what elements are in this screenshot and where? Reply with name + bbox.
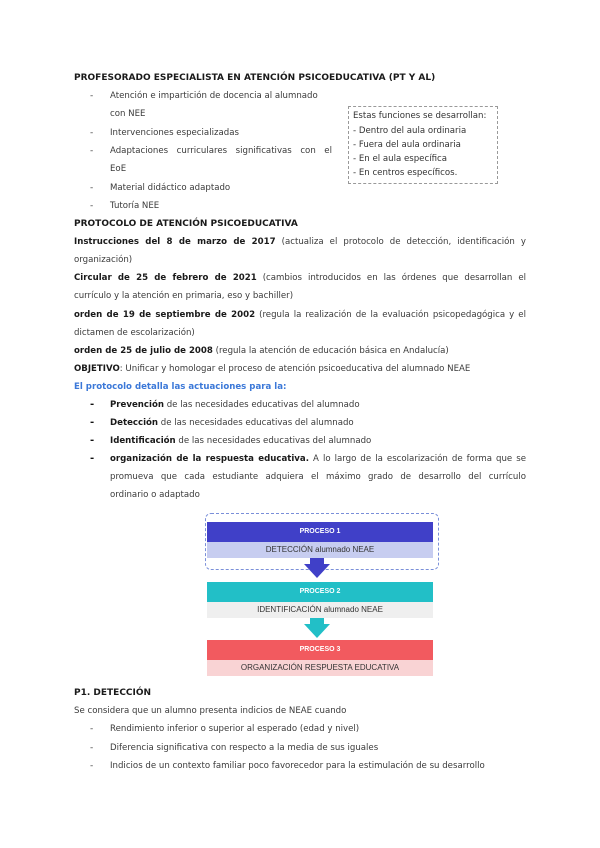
process-3-header: PROCESO 3 — [207, 640, 433, 660]
list-item: Intervenciones especializadas — [110, 128, 239, 138]
action-item: Detección de las necesidades educativas del alumnado — [110, 418, 354, 428]
process-3-label: ORGANIZACIÓN RESPUESTA EDUCATIVA — [207, 660, 433, 676]
protocol-intro: El protocolo detalla las actuaciones para la: — [74, 382, 287, 392]
bullet-dash: - — [90, 399, 95, 410]
bullet-dash: - — [90, 417, 95, 428]
process-1-label: DETECCIÓN alumnado NEAE — [207, 542, 433, 558]
action-item-cont: ordinario o adaptado — [110, 490, 200, 500]
law-line: Instrucciones del 8 de marzo de 2017 (actualiza el protocolo de detección, identificación y — [74, 237, 526, 247]
functions-box — [348, 106, 498, 184]
bullet-dash: - — [90, 146, 94, 156]
law-line-cont: organización) — [74, 255, 133, 265]
list-item: Adaptaciones curriculares significativas con el — [110, 146, 332, 156]
bullet-dash: - — [90, 724, 94, 734]
law-line-cont: currículo y la atención en primaria, eso y bachiller) — [74, 291, 294, 301]
arrow-down-icon — [304, 564, 330, 578]
list-item-cont: EoE — [110, 164, 127, 174]
section-title-deteccion: P1. DETECCIÓN — [74, 688, 152, 698]
list-item: Atención e impartición de docencia al alumnado — [110, 91, 318, 101]
bullet-dash: - — [90, 183, 94, 193]
bullet-dash: - — [90, 743, 94, 753]
process-2-label: IDENTIFICACIÓN alumnado NEAE — [207, 602, 433, 618]
list-item: Diferencia significativa con respecto a la media de sus iguales — [110, 743, 379, 753]
action-item: Identificación de las necesidades educativas del alumnado — [110, 436, 372, 446]
law-line-cont: dictamen de escolarización) — [74, 328, 195, 338]
law-line: Circular de 25 de febrero de 2021 (cambios introducidos en las órdenes que desarrollan el — [74, 273, 526, 283]
list-item: Rendimiento inferior o superior al esperado (edad y nivel) — [110, 724, 360, 734]
list-item: Tutoría NEE — [110, 201, 160, 211]
action-item-cont: promueva que cada estudiante adquiera el máximo grado de desarrollo del currículo — [110, 472, 526, 482]
bullet-dash: - — [90, 91, 94, 101]
functions-box-item: - Dentro del aula ordinaria — [353, 126, 467, 136]
functions-box-item: - En centros específicos. — [353, 168, 458, 178]
bullet-dash: - — [90, 201, 94, 211]
arrow-down-icon — [304, 624, 330, 638]
functions-box-title: Estas funciones se desarrollan: — [353, 111, 487, 121]
law-line: orden de 25 de julio de 2008 (regula la atención de educación básica en Andalucía) — [74, 346, 449, 356]
bullet-dash: - — [90, 453, 95, 464]
law-line: orden de 19 de septiembre de 2002 (regula la realización de la evaluación psicopedagógica y el — [74, 310, 526, 320]
bullet-dash: - — [90, 761, 94, 771]
section-title-protocolo: PROTOCOLO DE ATENCIÓN PSICOEDUCATIVA — [74, 219, 298, 229]
process-2-header: PROCESO 2 — [207, 582, 433, 602]
section-title-profesorado: PROFESORADO ESPECIALISTA EN ATENCIÓN PSICOEDUCATIVA (PT Y AL) — [74, 73, 436, 83]
section-intro: Se considera que un alumno presenta indicios de NEAE cuando — [74, 706, 347, 716]
objective-line: OBJETIVO: Unificar y homologar el proceso de atención psicoeducativa del alumnado NEAE — [74, 364, 471, 374]
bullet-dash: - — [90, 435, 95, 446]
list-item-cont: con NEE — [110, 109, 146, 119]
bullet-dash: - — [90, 128, 94, 138]
process-1-header: PROCESO 1 — [207, 522, 433, 542]
list-item: Indicios de un contexto familiar poco favorecedor para la estimulación de su desarrollo — [110, 761, 485, 771]
action-item: organización de la respuesta educativa. A lo largo de la escolarización de forma que se — [110, 454, 526, 464]
functions-box-item: - Fuera del aula ordinaria — [353, 140, 461, 150]
list-item: Material didáctico adaptado — [110, 183, 231, 193]
functions-box-item: - En el aula específica — [353, 154, 447, 164]
action-item: Prevención de las necesidades educativas del alumnado — [110, 400, 360, 410]
